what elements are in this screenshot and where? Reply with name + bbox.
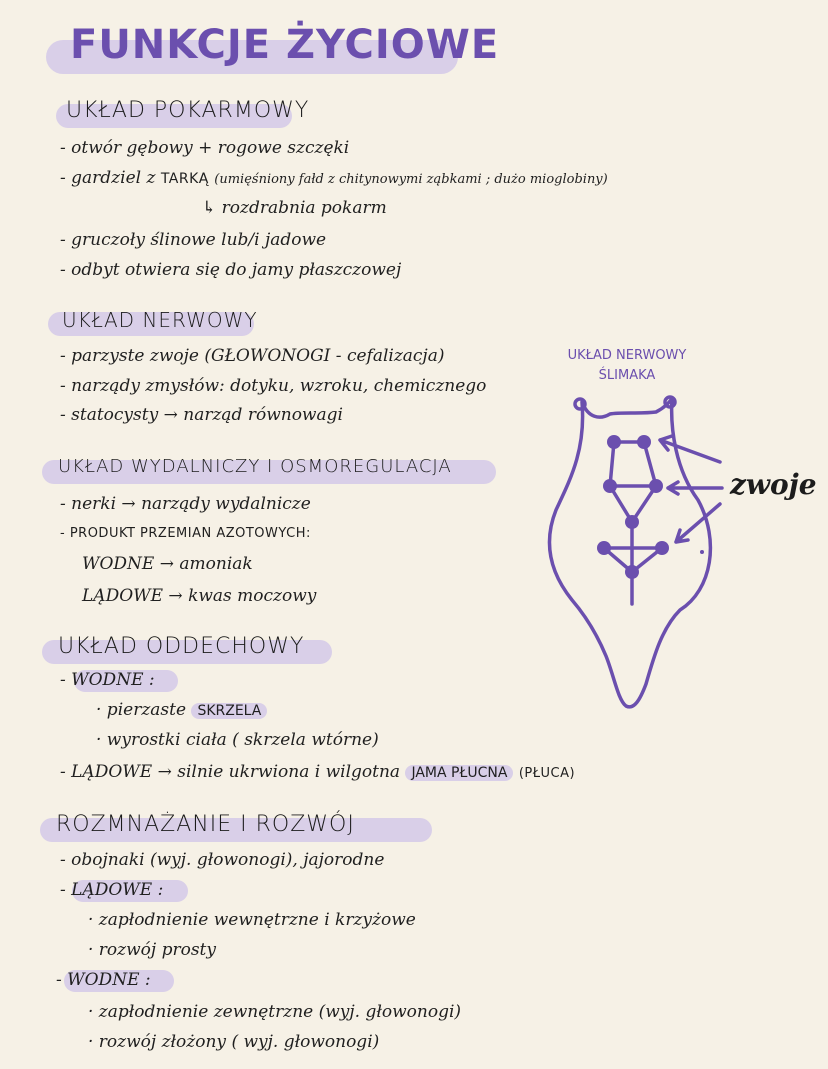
text-line: · rozwój prosty	[88, 940, 216, 960]
text-line: - parzyste zwoje (GŁOWONOGI - cefalizacja)	[60, 346, 445, 366]
heading-pokarmowy: UKŁAD POKARMOWY	[66, 98, 310, 123]
text-fragment: - gardziel z	[60, 168, 156, 188]
text-line: · zapłodnienie zewnętrzne (wyj. głowonogi)	[88, 1002, 462, 1022]
diagram-label-line: UKŁAD NERWOWY	[567, 348, 687, 363]
body-outline	[549, 398, 710, 707]
text-line: · rozwój złożony ( wyj. głowonogi)	[88, 1032, 380, 1052]
text-fragment: (PŁUCA)	[518, 766, 576, 781]
text-line: · wyrostki ciała ( skrzela wtórne)	[96, 730, 379, 750]
text-line: ↳ rozdrabnia pokarm	[202, 198, 387, 218]
tentacle-tip-right	[665, 397, 675, 407]
text-line	[60, 168, 608, 188]
tentacle-tip-left	[575, 399, 585, 409]
text-line: - PRODUKT PRZEMIAN AZOTOWYCH:	[60, 526, 311, 541]
ganglion	[625, 565, 639, 579]
term-skrzela: SKRZELA	[191, 703, 267, 719]
heading-oddechowy: UKŁAD ODDECHOWY	[58, 634, 305, 659]
text-fragment: - LĄDOWE → silnie ukrwiona i wilgotna	[60, 762, 401, 782]
text-fragment: (umięśniony fałd z chitynowymi ząbkami ; dużo mioglobiny)	[214, 172, 608, 187]
diagram-callout: zwoje	[730, 468, 817, 501]
ganglion	[637, 435, 651, 449]
text-line: - statocysty → narząd równowagi	[60, 405, 343, 425]
ganglion	[603, 479, 617, 493]
arrow	[676, 504, 720, 542]
arrow	[668, 482, 722, 494]
heading-wydalniczy: UKŁAD WYDALNICZY I OSMOREGULACJA	[58, 456, 452, 477]
term-tarka: TARKĄ	[160, 171, 209, 187]
text-line	[60, 762, 575, 782]
nerve-cords	[604, 442, 662, 604]
ganglion	[655, 541, 669, 555]
text-line: - WODNE :	[60, 670, 155, 690]
text-line: - obojnaki (wyj. głowonogi), jajorodne	[60, 850, 385, 870]
text-fragment: · pierzaste	[96, 700, 187, 720]
heading-nerwowy: UKŁAD NERWOWY	[62, 308, 258, 332]
ganglion	[597, 541, 611, 555]
dot	[700, 550, 704, 554]
text-line: LĄDOWE → kwas moczowy	[82, 586, 317, 606]
ganglion	[625, 515, 639, 529]
diagram-label	[552, 346, 702, 386]
text-line	[96, 700, 267, 720]
ganglion	[607, 435, 621, 449]
text-line: WODNE → amoniak	[82, 554, 253, 574]
text-line: - LĄDOWE :	[60, 880, 164, 900]
term-jama-plucna: JAMA PŁUCNA	[405, 765, 513, 781]
page-title: FUNKCJE ŻYCIOWE	[70, 22, 500, 68]
diagram-label-line: ŚLIMAKA	[598, 368, 656, 383]
ganglion	[649, 479, 663, 493]
text-line: - nerki → narządy wydalnicze	[60, 494, 311, 514]
text-line: · zapłodnienie wewnętrzne i krzyżowe	[88, 910, 416, 930]
text-line: - gruczoły ślinowe lub/i jadowe	[60, 230, 327, 250]
heading-rozmnazanie: ROZMNAŻANIE I ROZWÓJ	[56, 812, 355, 837]
text-line: - otwór gębowy + rogowe szczęki	[60, 138, 350, 158]
text-line: - narządy zmysłów: dotyku, wzroku, chemicznego	[60, 376, 487, 396]
text-line: - WODNE :	[56, 970, 151, 990]
text-line: - odbyt otwiera się do jamy płaszczowej	[60, 260, 402, 280]
arrow	[660, 436, 720, 462]
